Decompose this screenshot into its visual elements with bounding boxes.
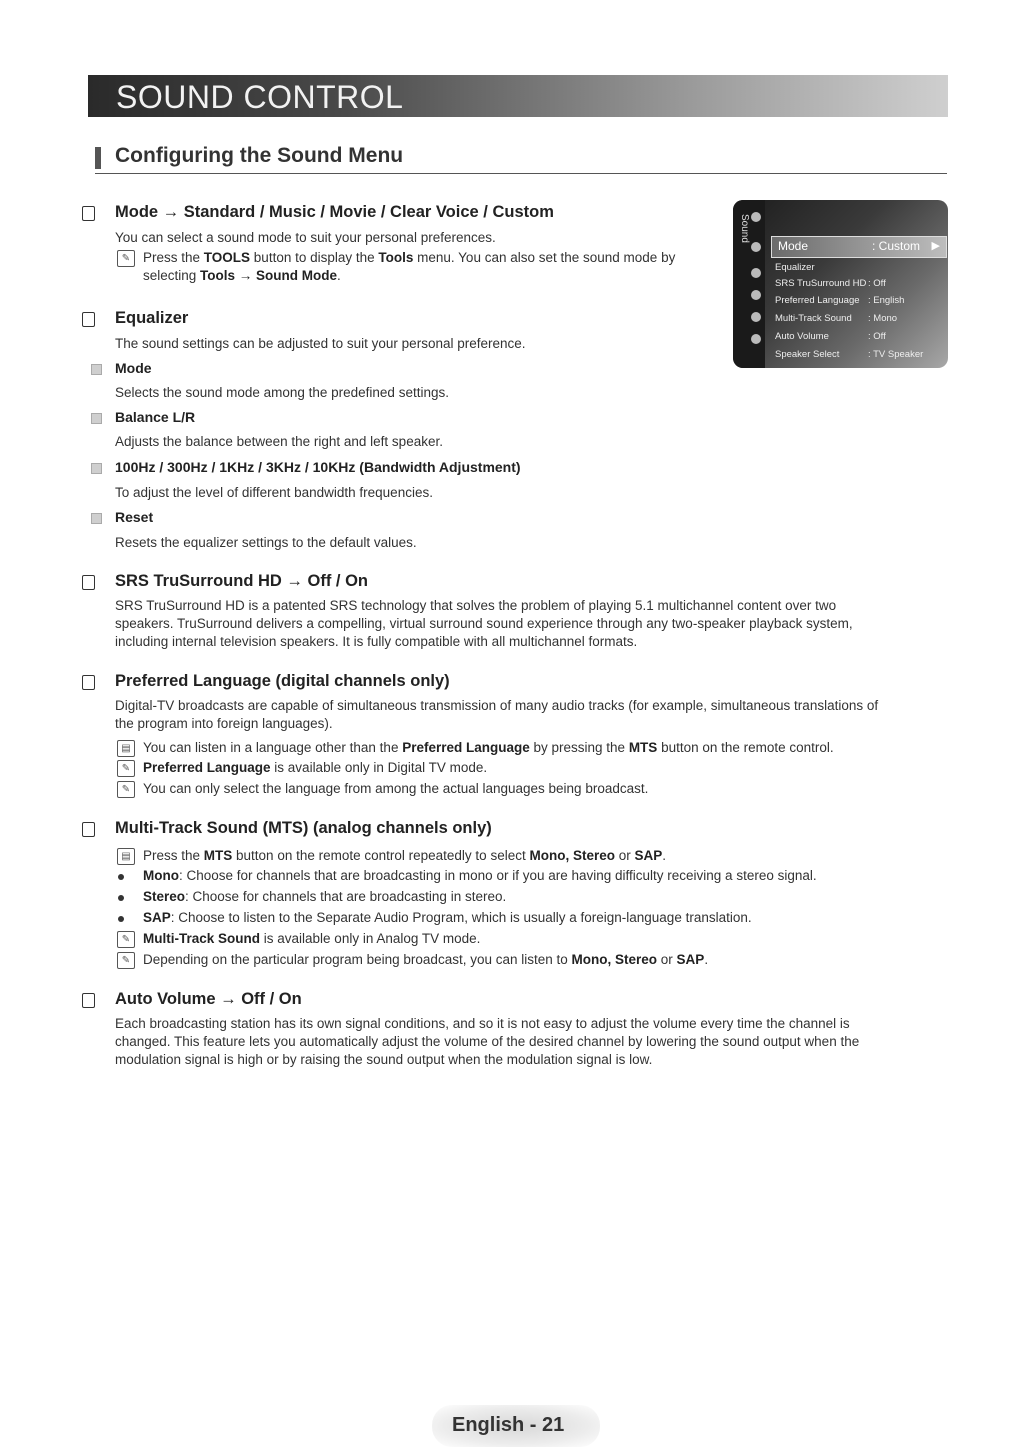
note-icon: ✎ (117, 931, 135, 948)
input-icon (751, 312, 761, 322)
menu-row-value: : English (868, 295, 905, 306)
checkbox-icon (82, 822, 95, 837)
section-title: Configuring the Sound Menu (115, 144, 404, 167)
application-icon (751, 334, 761, 344)
eq-mode-label: Mode (115, 360, 152, 376)
note-icon: ✎ (117, 781, 135, 798)
equalizer-title: Equalizer (115, 309, 189, 327)
pref-line: the program into foreign languages). (115, 716, 333, 731)
mts-note: Multi-Track Sound is available only in Analog TV mode. (143, 931, 481, 946)
srs-line: speakers. TruSurround delivers a compelling, virtual surround sound experience through any two-speaker playback system, (115, 616, 853, 631)
mode-desc: You can select a sound mode to suit your personal preferences. (115, 230, 496, 245)
srs-line: SRS TruSurround HD is a patented SRS technology that solves the problem of playing 5.1 multichannel content over two (115, 598, 837, 613)
checkbox-icon (82, 312, 95, 327)
checkbox-icon (82, 675, 95, 690)
banner-title: SOUND CONTROL (116, 79, 404, 115)
checkbox-icon (82, 993, 95, 1008)
mode-title: Mode → Standard / Music / Movie / Clear Voice / Custom (115, 203, 554, 221)
mts-note: Press the MTS button on the remote control repeatedly to select Mono, Stereo or SAP. (143, 848, 667, 863)
eq-reset-desc: Resets the equalizer settings to the default values. (115, 535, 417, 550)
eq-balance-desc: Adjusts the balance between the right and left speaker. (115, 434, 443, 449)
srs-line: including internal television speakers. It is fully compatible with all multichannel formats. (115, 634, 638, 649)
pref-lang-title: Preferred Language (digital channels only) (115, 672, 450, 690)
menu-row-label[interactable]: Multi-Track Sound (775, 313, 852, 324)
menu-row-value: : TV Speaker (868, 349, 924, 360)
section-header (95, 143, 947, 174)
mts-bullet: SAP: Choose to listen to the Separate Audio Program, which is usually a foreign-language translation. (143, 910, 752, 925)
note-icon: ✎ (117, 952, 135, 969)
bullet-square-icon (91, 413, 102, 424)
menu-row-value: : Off (868, 278, 886, 289)
menu-row-label[interactable]: Auto Volume (775, 331, 829, 342)
mode-note-cont: selecting Tools → Sound Mode. (143, 268, 341, 283)
eq-bandwidth-label: 100Hz / 300Hz / 1KHz / 3KHz / 10KHz (Bandwidth Adjustment) (115, 459, 521, 475)
menu-row-value: : Mono (868, 313, 898, 324)
page-number: English - 21 (452, 1414, 565, 1436)
equalizer-desc: The sound settings can be adjusted to suit your personal preference. (115, 336, 526, 351)
eq-reset-label: Reset (115, 509, 154, 525)
page-footer (432, 1405, 600, 1447)
auto-volume-title: Auto Volume → Off / On (115, 990, 302, 1008)
sidebar-label: Sound (739, 214, 750, 243)
checkbox-icon (82, 206, 95, 221)
note-icon: ✎ (117, 760, 135, 777)
pref-note: You can listen in a language other than the Preferred Language by pressing the MTS button on the remote control. (143, 740, 834, 755)
auto-line: modulation signal is high or by raising the sound output when the modulation signal is low. (115, 1052, 653, 1067)
page-banner (88, 75, 948, 117)
menu-sidebar (733, 200, 765, 368)
mts-bullet: Mono: Choose for channels that are broadcasting in mono or if you are having difficulty receiving a stereo signal. (143, 868, 817, 883)
menu-selected-value: : Custom (872, 239, 921, 253)
setup-icon (751, 290, 761, 300)
bullet-icon (118, 916, 124, 922)
section-marker (95, 147, 101, 169)
bullet-square-icon (91, 513, 102, 524)
menu-row-label[interactable]: Equalizer (775, 262, 815, 273)
srs-title: SRS TruSurround HD → Off / On (115, 572, 368, 590)
pref-line: Digital-TV broadcasts are capable of simultaneous transmission of many audio tracks (for example, simultaneous translations of (115, 698, 879, 713)
remote-icon: ▤ (117, 740, 135, 757)
bullet-icon (118, 895, 124, 901)
eq-balance-label: Balance L/R (115, 409, 196, 425)
mts-note: Depending on the particular program being broadcast, you can listen to Mono, Stereo or SAP. (143, 952, 709, 967)
tv-sound-menu (733, 200, 948, 368)
eq-mode-desc: Selects the sound mode among the predefined settings. (115, 385, 449, 400)
menu-row-label[interactable]: Preferred Language (775, 295, 860, 306)
mts-title: Multi-Track Sound (MTS) (analog channels only) (115, 819, 492, 837)
menu-row-value: : Off (868, 331, 886, 342)
arrow-right-icon: ▶ (931, 240, 940, 252)
menu-selected-row[interactable] (771, 236, 947, 258)
menu-row-label[interactable]: SRS TruSurround HD (775, 278, 867, 289)
pref-note: Preferred Language is available only in Digital TV mode. (143, 760, 488, 775)
mode-note: Press the TOOLS button to display the Tools menu. You can also set the sound mode by (143, 250, 676, 265)
remote-icon: ▤ (117, 848, 135, 865)
checkbox-icon (82, 575, 95, 590)
auto-line: changed. This feature lets you automatically adjust the volume of the desired channel by lowering the sound output when the (115, 1034, 860, 1049)
channel-icon (751, 268, 761, 278)
menu-selected-label: Mode (778, 239, 809, 253)
auto-line: Each broadcasting station has its own signal conditions, and so it is not easy to adjust the volume every time the channel is (115, 1016, 850, 1031)
menu-row-label[interactable]: Speaker Select (775, 349, 840, 360)
sound-icon (751, 242, 761, 252)
mts-bullet: Stereo: Choose for channels that are broadcasting in stereo. (143, 889, 507, 904)
tools-icon: ✎ (117, 250, 135, 267)
picture-icon (751, 212, 761, 222)
eq-bandwidth-desc: To adjust the level of different bandwidth frequencies. (115, 485, 433, 500)
bullet-square-icon (91, 463, 102, 474)
pref-note: You can only select the language from among the actual languages being broadcast. (143, 781, 649, 796)
bullet-icon (118, 874, 124, 880)
bullet-square-icon (91, 364, 102, 375)
